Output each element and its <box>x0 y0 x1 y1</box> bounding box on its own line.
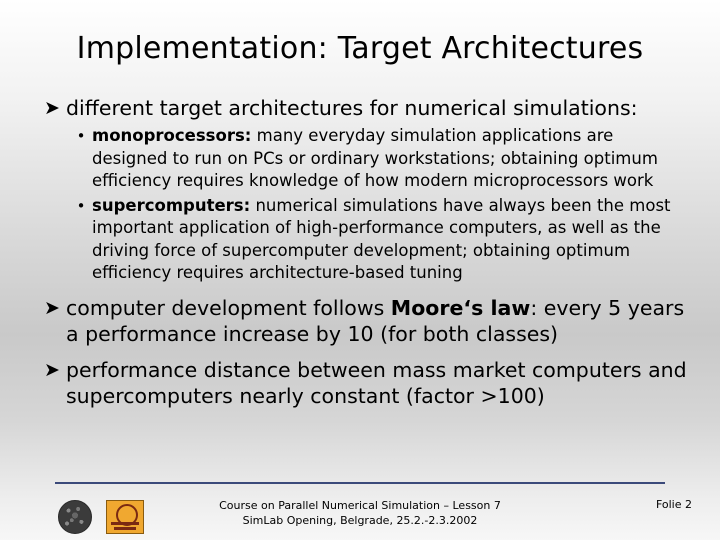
footer-line-2: SimLab Opening, Belgrade, 25.2.-2.3.2002 <box>242 514 478 527</box>
sub-bullet-list-1 <box>70 125 689 285</box>
bullet-text-1: different target architectures for numerical simulations: <box>66 96 638 120</box>
arrow-bullet-icon: ➤ <box>44 97 60 119</box>
page-title: Implementation: Target Architectures <box>76 31 644 66</box>
institute-logo-icon <box>106 500 144 534</box>
slide-body <box>44 95 689 411</box>
sphere-logo-icon <box>58 500 92 534</box>
bullet-text-2-emphasis: Moore‘s law <box>390 295 531 320</box>
sub-bullet-item-supercomputers <box>70 195 689 285</box>
footer-line-1: Course on Parallel Numerical Simulation – Lesson 7 <box>219 499 501 512</box>
bullet-item-2 <box>44 295 689 347</box>
dot-bullet-icon: • <box>76 127 86 145</box>
sub-bullet-body-monoprocessors: many everyday simulation applications are designed to run on PCs or ordinary workstations; obtaining optimum efficiency requires knowledge of how modern microprocessors work <box>92 126 658 190</box>
arrow-bullet-icon: ➤ <box>44 296 60 319</box>
arrow-bullet-icon: ➤ <box>44 358 60 381</box>
bullet-text-2 <box>66 295 689 347</box>
bullet-item-1 <box>44 95 689 121</box>
sub-bullet-lead-monoprocessors: monoprocessors: <box>92 126 252 145</box>
bullet-text-2-before: computer development follows <box>66 295 391 320</box>
slide-footer <box>0 492 720 540</box>
sub-bullet-text-supercomputers <box>92 195 689 285</box>
sub-bullet-text-monoprocessors <box>92 125 689 193</box>
logo-bar-shape <box>114 527 136 530</box>
logo-bar-shape <box>111 522 139 525</box>
sub-bullet-lead-supercomputers: supercomputers: <box>92 195 251 215</box>
sub-bullet-item-monoprocessors <box>70 125 689 193</box>
footer-divider <box>55 482 665 484</box>
bullet-text-3: performance distance between mass market computers and supercomputers nearly constant (factor >100) <box>66 357 687 408</box>
slide-number: Folie 2 <box>655 498 692 511</box>
footer-text <box>160 498 560 528</box>
bullet-text-2-after: : every 5 years a performance increase by 10 (for both classes) <box>66 295 685 346</box>
bullet-item-3 <box>44 357 689 409</box>
sub-bullet-body-supercomputers: numerical simulations have always been the most important application of high-performance computers, as well as the driving force of supercomputer development; obtaining optimum efficiency requires architecture-based tuning <box>92 195 671 282</box>
dot-bullet-icon: • <box>76 196 86 215</box>
